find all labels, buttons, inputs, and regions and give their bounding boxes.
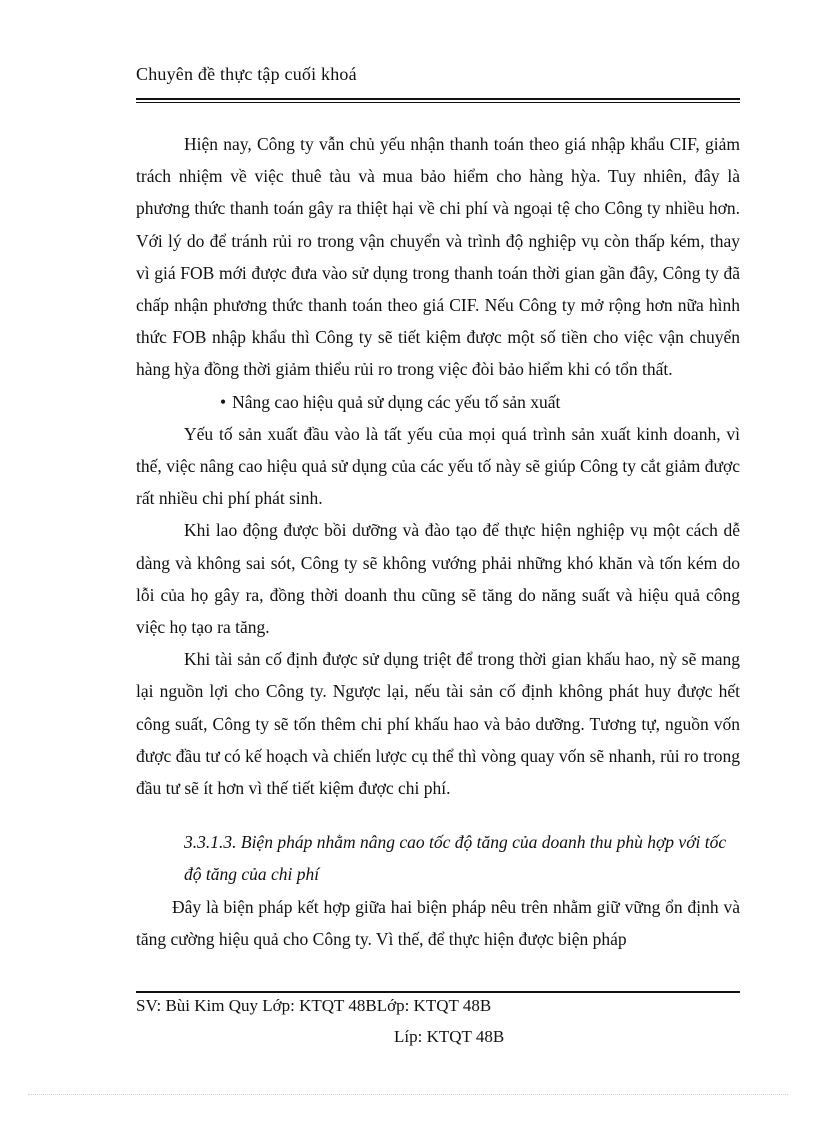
document-body: [136, 128, 740, 955]
bullet-icon: •: [220, 391, 227, 412]
header-rule-thin: [136, 102, 740, 103]
footer-student-line: SV: Bùi Kim Quy Lớp: KTQT 48BLớp: KTQT 48B: [136, 996, 492, 1015]
header-title: Chuyên đề thực tập cuối khoá: [136, 64, 357, 84]
footer-class-line: Líp: KTQT 48B: [394, 1027, 505, 1046]
paragraph-fixed-assets: Khi tài sản cố định được sử dụng triệt để trong thời gian khấu hao, nỳ sẽ mang lại nguồn lợi cho Công ty. Ngược lại, nếu tài sản cố định không phát huy được hết công suất, Công ty sẽ tốn thêm chi phí khấu hao và bảo dưỡng. Tương tự, nguồn vốn được đầu tư có kế hoạch và chiến lược cụ thể thì vòng quay vốn sẽ nhanh, rủi ro trong đầu tư sẽ ít hơn vì thế tiết kiệm được chi phí.: [136, 649, 740, 799]
page-bottom-dotted-border: [28, 1094, 788, 1095]
header-rule-thick: [136, 98, 740, 100]
section-heading-line1: 3.3.1.3. Biện pháp nhằm nâng cao tốc độ tăng của doanh thu phù hợp với tốc: [184, 832, 727, 853]
section-heading-line2: độ tăng của chi phí: [184, 864, 320, 885]
paragraph-labor: Khi lao động được bồi dưỡng và đào tạo để thực hiện nghiệp vụ một cách dễ dàng và không sai sót, Công ty sẽ không vướng phải những khó khăn và tốn kém do lỗi của họ gây ra, đồng thời doanh thu cũng sẽ tăng do năng suất và hiệu quả công việc họ tạo ra tăng.: [136, 520, 740, 638]
paragraph-production-factors: Yếu tố sản xuất đầu vào là tất yếu của mọi quá trình sản xuất kinh doanh, vì thế, việc nâng cao hiệu quả sử dụng của các yếu tố này sẽ giúp Công ty cắt giảm được rất nhiều chi phí phát sinh.: [136, 423, 740, 509]
paragraph-combined-measure: Đây là biện pháp kết hợp giữa hai biện pháp nêu trên nhằm giữ vững ổn định và tăng cường hiệu quả cho Công ty. Vì thế, để thực hiện được biện pháp: [136, 896, 740, 949]
bullet-text: Nâng cao hiệu quả sử dụng các yếu tố sản xuất: [232, 391, 561, 412]
paragraph-payment-terms: Hiện nay, Công ty vẫn chủ yếu nhận thanh toán theo giá nhập khẩu CIF, giảm trách nhiệm về việc thuê tàu và mua bảo hiểm cho hàng hỳa. Tuy nhiên, đây là phương thức thanh toán gây ra thiệt hại về chi phí và ngoại tệ cho Công ty nhiều hơn. Với lý do để tránh rủi ro trong vận chuyển và trình độ nghiệp vụ còn thấp kém, thay vì giá FOB mới được đưa vào sử dụng trong thanh toán thời gian gần đây, Công ty đã chấp nhận phương thức thanh toán theo giá CIF. Nếu Công ty mở rộng hơn nữa hình thức FOB nhập khẩu thì Công ty sẽ tiết kiệm được một số tiền cho việc vận chuyển hàng hỳa đồng thời giảm thiểu rủi ro trong việc đòi bảo hiểm khi có tổn thất.: [136, 134, 740, 380]
footer-rule: [136, 991, 740, 993]
bullet-item: [136, 386, 740, 418]
section-spacer: [136, 804, 740, 826]
